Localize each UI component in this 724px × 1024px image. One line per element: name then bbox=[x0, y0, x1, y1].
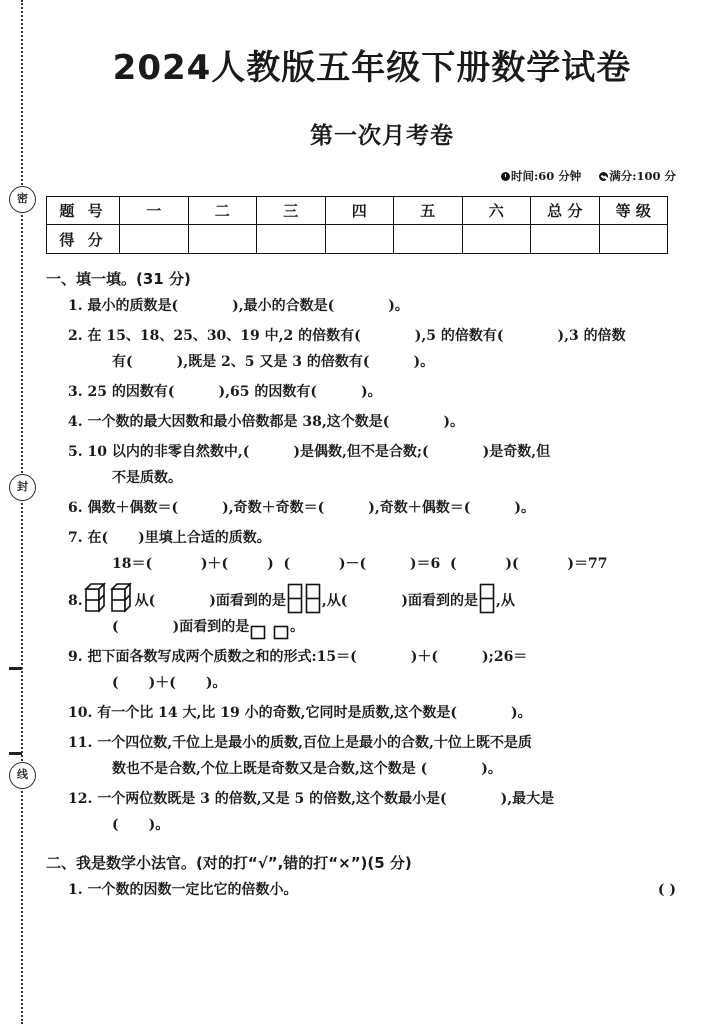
question-1-11 bbox=[46, 730, 676, 782]
q5-text-a: 10 以内的非零自然数中,( bbox=[87, 444, 250, 460]
score-cell-1[interactable] bbox=[120, 225, 189, 254]
clock-icon bbox=[501, 172, 510, 181]
q12-text-a: 一个两位数既是 3 的倍数,又是 5 的倍数,这个数最小是( bbox=[97, 791, 447, 807]
question-1-10 bbox=[46, 700, 676, 726]
q10-text-b: )。 bbox=[510, 705, 532, 721]
time-meta bbox=[501, 169, 581, 183]
question-2-1 bbox=[46, 877, 676, 903]
question-1-3 bbox=[46, 379, 676, 405]
score-meta bbox=[599, 169, 676, 183]
q5-text-b: )是偶数,但不是合数;( bbox=[293, 444, 429, 460]
q1-number: 1. bbox=[68, 298, 83, 314]
score-cell-3[interactable] bbox=[257, 225, 326, 254]
q5-text-c: )是奇数,但 bbox=[482, 444, 551, 460]
score-table-row-label-1: 题 号 bbox=[47, 197, 120, 225]
q6-text-c: ),奇数＋偶数＝( bbox=[368, 500, 471, 516]
score-label: 满分:100 分 bbox=[609, 169, 676, 183]
score-table-row-label-2: 得 分 bbox=[47, 225, 120, 254]
score-cell-6[interactable] bbox=[462, 225, 531, 254]
score-cell-2[interactable] bbox=[188, 225, 257, 254]
q3-text-b: ),65 的因数有( bbox=[218, 384, 317, 400]
score-table-col-4: 四 bbox=[325, 197, 394, 225]
check-circle-icon bbox=[599, 172, 608, 181]
q11-text-b: 数也不是合数,个位上既是奇数又是合数,这个数是 ( bbox=[112, 761, 428, 777]
score-table-col-1: 一 bbox=[120, 197, 189, 225]
section-1-heading: 一、填一填。(31 分) bbox=[46, 270, 191, 288]
q12-text-c: ( bbox=[112, 817, 119, 833]
view-square-figure-1 bbox=[250, 625, 266, 640]
cube-stack-figure-2 bbox=[110, 581, 134, 614]
question-1-6 bbox=[46, 495, 676, 521]
s2-q1-answer-paren[interactable]: ( ) bbox=[657, 882, 676, 898]
q9-number: 9. bbox=[68, 649, 83, 665]
q8-text-c: ,从( bbox=[321, 593, 348, 609]
question-1-8 bbox=[46, 581, 676, 640]
question-1-9 bbox=[46, 644, 676, 696]
exam-meta-row bbox=[40, 168, 676, 184]
seal-dash-1 bbox=[9, 667, 22, 670]
q3-text-c: )。 bbox=[360, 384, 382, 400]
q8-text-a: 从( bbox=[134, 593, 156, 609]
q6-text-a: 偶数＋偶数＝( bbox=[87, 500, 179, 516]
q7-equation-line[interactable]: 18＝( )＋( ) ( )－( )＝6 ( )( )＝77 bbox=[112, 556, 608, 572]
q6-text-b: ),奇数＋奇数＝( bbox=[222, 500, 325, 516]
q2-text-c: ),3 的倍数 bbox=[557, 328, 626, 344]
section-true-false bbox=[46, 852, 676, 903]
q12-line-2 bbox=[68, 812, 676, 838]
q9-text-c: );26＝ bbox=[482, 649, 528, 665]
view-rect-figure-3 bbox=[479, 583, 495, 614]
q4-text-b: )。 bbox=[443, 414, 464, 430]
score-table-col-grade: 等 级 bbox=[599, 197, 668, 225]
q5-number: 5. bbox=[68, 444, 83, 460]
page-subtitle: 第一次月考卷 bbox=[310, 123, 454, 149]
q5-line-2 bbox=[68, 465, 676, 491]
q8-text-d: )面看到的是 bbox=[401, 593, 478, 609]
q8-text-e: ,从 bbox=[496, 593, 515, 609]
q4-text-a: 一个数的最大因数和最小倍数都是 38,这个数是( bbox=[87, 414, 390, 430]
view-rect-figure-1 bbox=[287, 583, 303, 614]
time-label: 时间:60 分钟 bbox=[510, 169, 582, 183]
q8-text-g: )面看到的是 bbox=[172, 619, 250, 635]
q9-line-2 bbox=[68, 670, 676, 696]
q12-text-b: ),最大是 bbox=[500, 791, 555, 807]
view-square-figure-2 bbox=[273, 625, 289, 640]
q10-text-a: 有一个比 14 大,比 19 小的奇数,它同时是质数,这个数是( bbox=[97, 705, 457, 721]
q2-text-a: 在 15、18、25、30、19 中,2 的倍数有( bbox=[87, 328, 361, 344]
page-title: 2024人教版五年级下册数学试卷 bbox=[112, 48, 632, 88]
score-cell-4[interactable] bbox=[325, 225, 394, 254]
table-row-scores bbox=[47, 225, 668, 254]
q7-text-a: 在( bbox=[87, 530, 109, 546]
q12-number: 12. bbox=[68, 791, 93, 807]
q1-text-b: ),最小的合数是( bbox=[232, 298, 335, 314]
q3-text-a: 25 的因数有( bbox=[87, 384, 175, 400]
q9-text-f: )。 bbox=[205, 675, 227, 691]
q9-text-b: )＋( bbox=[410, 649, 439, 665]
q2-line-2 bbox=[68, 349, 676, 375]
q9-text-e: )＋( bbox=[148, 675, 176, 691]
q9-text-a: 把下面各数写成两个质数之和的形式:15＝( bbox=[87, 649, 357, 665]
q9-text-d: ( bbox=[112, 675, 119, 691]
question-1-1 bbox=[46, 293, 676, 319]
s2-q1-number: 1. bbox=[68, 882, 83, 898]
question-1-4 bbox=[46, 409, 676, 435]
table-row-header bbox=[47, 197, 668, 225]
score-cell-total[interactable] bbox=[531, 225, 600, 254]
section-2-heading: 二、我是数学小法官。(对的打“√”,错的打“×”)(5 分) bbox=[46, 854, 412, 872]
q12-text-d: )。 bbox=[148, 817, 170, 833]
q2-text-d: 有( bbox=[112, 354, 133, 370]
seal-dash-2 bbox=[9, 752, 22, 755]
q8-text-f: ( bbox=[112, 619, 119, 635]
section-fill-in-blanks bbox=[46, 268, 676, 838]
q6-text-d: )。 bbox=[514, 500, 535, 516]
score-cell-5[interactable] bbox=[394, 225, 463, 254]
score-table-col-5: 五 bbox=[394, 197, 463, 225]
score-table bbox=[46, 196, 668, 254]
q2-number: 2. bbox=[68, 328, 83, 344]
q2-text-f: )。 bbox=[413, 354, 435, 370]
q7-number: 7. bbox=[68, 530, 83, 546]
score-table-col-total: 总 分 bbox=[531, 197, 600, 225]
q8-number: 8. bbox=[68, 593, 83, 609]
score-table-col-3: 三 bbox=[257, 197, 326, 225]
q11-text-a: 一个四位数,千位上是最小的质数,百位上是最小的合数,十位上既不是质 bbox=[97, 735, 532, 751]
question-1-7 bbox=[46, 525, 676, 577]
score-cell-grade[interactable] bbox=[599, 225, 668, 254]
q5-text-d: 不是质数。 bbox=[112, 470, 182, 486]
question-1-2 bbox=[46, 323, 676, 375]
cube-stack-figure-1 bbox=[84, 581, 108, 614]
seal-char-3: 线 bbox=[9, 762, 36, 789]
q11-line-2 bbox=[68, 756, 676, 782]
score-table-col-2: 二 bbox=[188, 197, 257, 225]
q8-line-2 bbox=[68, 614, 676, 640]
q3-number: 3. bbox=[68, 384, 83, 400]
score-table-col-6: 六 bbox=[462, 197, 531, 225]
exam-paper-page bbox=[40, 0, 724, 1024]
q1-text-a: 最小的质数是( bbox=[87, 298, 179, 314]
seal-binding-strip bbox=[0, 0, 40, 1024]
question-1-12 bbox=[46, 786, 676, 838]
question-1-5 bbox=[46, 439, 676, 491]
q7-text-b: )里填上合适的质数。 bbox=[138, 530, 271, 546]
q4-number: 4. bbox=[68, 414, 83, 430]
s2-q1-text: 一个数的因数一定比它的倍数小。 bbox=[87, 882, 298, 898]
q1-text-c: )。 bbox=[388, 298, 409, 314]
q2-text-b: ),5 的倍数有( bbox=[414, 328, 504, 344]
q8-text-h: 。 bbox=[290, 619, 305, 635]
q8-text-b: )面看到的是 bbox=[209, 593, 286, 609]
q11-text-c: )。 bbox=[481, 761, 502, 777]
seal-char-2: 封 bbox=[9, 474, 36, 501]
q2-text-e: ),既是 2、5 又是 3 的倍数有( bbox=[176, 354, 370, 370]
seal-char-1: 密 bbox=[9, 186, 36, 213]
q6-number: 6. bbox=[68, 500, 83, 516]
q11-number: 11. bbox=[68, 735, 93, 751]
q10-number: 10. bbox=[68, 705, 93, 721]
seal-dotted-line bbox=[21, 0, 23, 1024]
view-rect-figure-2 bbox=[305, 583, 321, 614]
